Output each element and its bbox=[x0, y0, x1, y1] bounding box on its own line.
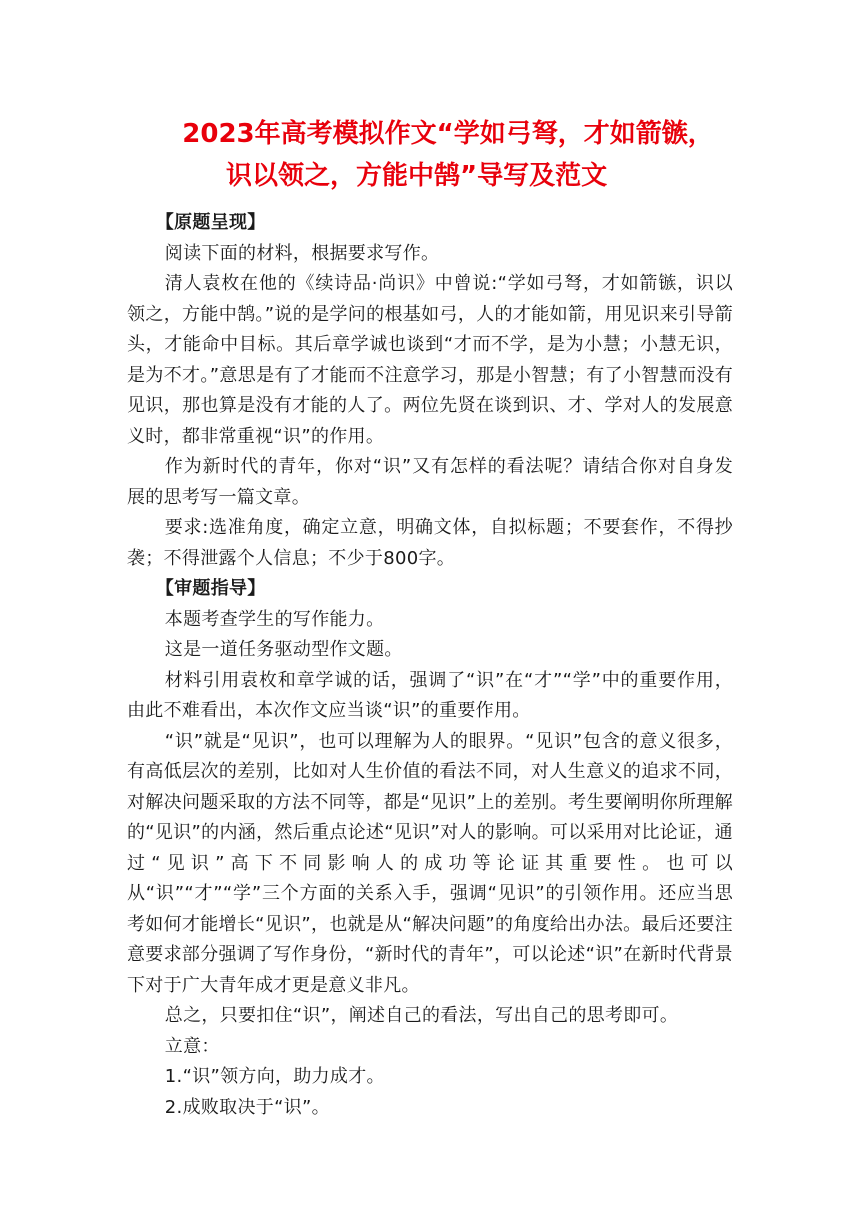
paragraph: 要求:选准角度，确定立意，明确文体，自拟标题；不要套作，不得抄袭；不得泄露个人信息；不少于800字。 bbox=[127, 517, 733, 569]
list-item: 1.“识”领方向，助力成才。 bbox=[164, 1066, 385, 1087]
paragraph: 这是一道任务驱动型作文题。 bbox=[164, 639, 403, 660]
paragraph: 立意： bbox=[164, 1035, 220, 1057]
document-title-line-1: 2023年高考模拟作文“学如弓弩，才如箭镞， bbox=[182, 119, 714, 149]
paragraph: “识”就是“见识”，也可以理解为人的眼界。“见识”包含的意义很多，有高低层次的差别，比如对人生价值的看法不同，对人生意义的追求不同，对解决问题采取的方法不同等，都是“见识”上的差别。考生要阐明你所理解的“见识”的内涵，然后重点论述“见识”对人的影响。可以采用对比论证，通过“见识”高下不同影响人的成功等论证其重要性。也可以从“识”“才”“学”三个方面的关系入手，强调“见识”的引领作用。还应当思考如何才能增长“见识”，也就是从“解决问题”的角度给出办法。最后还要注意要求部分强调了写作身份，“新时代的青年”，可以论述“识”在新时代背景下对于广大青年成才更是意义非凡。 bbox=[127, 730, 733, 996]
list-item: 2.成败取决于“识”。 bbox=[164, 1096, 330, 1118]
section-heading-guidance: 【审题指导】 bbox=[155, 578, 266, 599]
document-title-line-2: 识以领之，方能中鹄”导写及范文 bbox=[226, 161, 608, 191]
paragraph: 材料引用袁枚和章学诚的话，强调了“识”在“才”“学”中的重要作用，由此不难看出，本次作文应当谈“识”的重要作用。 bbox=[127, 669, 733, 721]
paragraph: 总之，只要扣住“识”，阐述自己的看法，写出自己的思考即可。 bbox=[164, 1005, 679, 1026]
paragraph: 本题考查学生的写作能力。 bbox=[164, 608, 385, 630]
paragraph: 阅读下面的材料，根据要求写作。 bbox=[164, 242, 440, 264]
paragraph: 清人袁枚在他的《续诗品·尚识》中曾说:“学如弓弩，才如箭镞，识以领之，方能中鹄。”说的是学问的根基如弓，人的才能如箭，用见识来引导箭头，才能命中目标。其后章学诚也谈到“才而不学，是为小慧；小慧无识，是为不才。”意思是有了才能而不注意学习，那是小智慧；有了小智慧而没有见识，那也算是没有才能的人了。两位先贤在谈到识、才、学对人的发展意义时，都非常重视“识”的作用。 bbox=[127, 273, 733, 447]
section-heading-original-prompt: 【原题呈现】 bbox=[155, 212, 266, 233]
paragraph: 作为新时代的青年，你对“识”又有怎样的看法呢？请结合你对自身发展的思考写一篇文章。 bbox=[127, 456, 733, 508]
document-body bbox=[127, 208, 733, 1123]
